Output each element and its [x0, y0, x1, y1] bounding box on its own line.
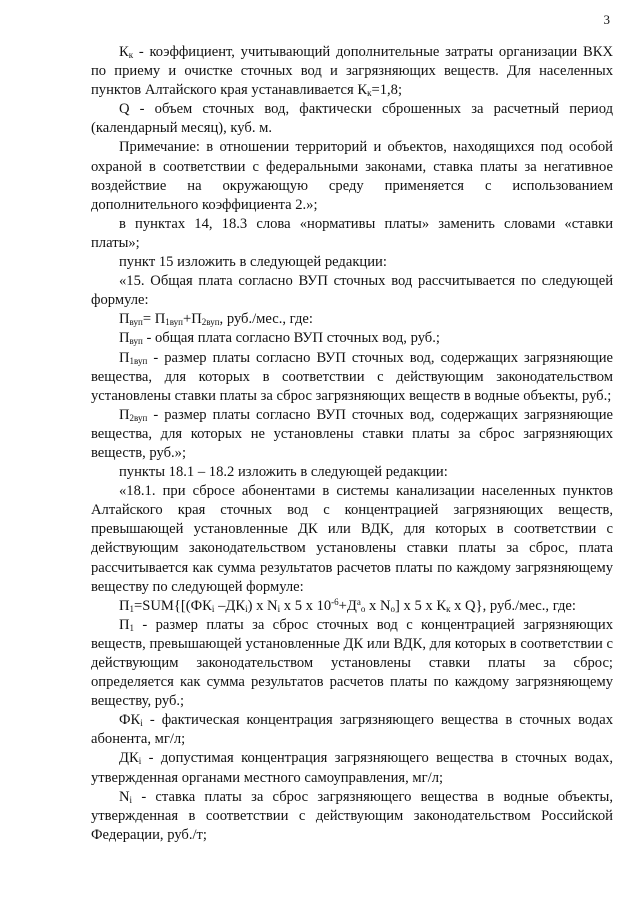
formula-total-fee: $П_{вуп}= П_{1вуп}+П_{2вуп}$, руб./мес., где:: [119, 311, 313, 328]
definition-fk-i: $ФК_i$ - фактическая концентрация загрязняющего вещества в сточных водах абонента, мг/л;: [91, 712, 613, 748]
definition-n-i: $N_i$ - ставка платы за сброс загрязняющего вещества в водные объекты, утвержденная в соответствии с действующим законодательством Российской Федерации, руб./т;: [91, 788, 613, 843]
paragraph-item-15-text: «15. Общая плата согласно ВУП сточных вод рассчитывается по следующей формуле:: [91, 273, 613, 309]
paragraph-item-18-1-text: «18.1. при сбросе абонентами в системы канализации населенных пунктов Алтайского края сточных вод с концентрацией загрязняющих веществ, превышающей установленные ДК или ВДК, для которых в соответствии с действующим законодательством установлены ставки платы за сброс, плата рассчитывается как сумма результатов расчетов платы по каждому загрязняющему веществу по следующей формуле:: [91, 483, 613, 595]
definition-p1: $П_1$ - размер платы за сброс сточных вод с концентрацией загрязняющих веществ, превышающей установленные ДК или ВДК, для которых в соответствии с действующим законодательством установлены ставки платы за сброс; определяется как сумма результатов расчетов платы по каждому загрязняющему веществу, руб.;: [91, 616, 613, 710]
page-number: 3: [603, 12, 610, 27]
paragraph-item-15-intro: пункт 15 изложить в следующей редакции:: [119, 254, 387, 271]
paragraph-q-volume: Q - объем сточных вод, фактически сброшенных за расчетный период (календарный месяц), куб. м.: [91, 101, 613, 137]
paragraph-note: Примечание: в отношении территорий и объектов, находящихся под особой охраной в соответствии с федеральными законами, ставка платы за негативное воздействие на окружающую среду применяется с использованием дополнительного коэффициента 2.»;: [91, 139, 613, 213]
paragraph-kk-coefficient: $К_к$ - коэффициент, учитывающий дополнительные затраты организации ВКХ по приему и очистке сточных вод и загрязняющих веществ. Для населенных пунктов Алтайского края устанавливается $К_к=1,8$;: [91, 44, 613, 99]
formula-p1: $П_1=SUM\{[(ФК_i$ $-ДК_i$) х $N_i$ х 5 х $10^{-6}+Д^а_о$ х $N_о$] х 5 х $К_к$ х Q}, руб./мес., где:: [119, 596, 576, 614]
paragraph-items-14-18-3: в пунктах 14, 18.3 слова «нормативы платы» заменить словами «ставки платы»;: [91, 215, 613, 251]
document-body: [91, 43, 613, 845]
paragraph-items-18-1-18-2: пункты 18.1 – 18.2 изложить в следующей редакции:: [119, 464, 448, 481]
definition-dk-i: $ДК_i$ - допустимая концентрация загрязняющего вещества в сточных водах, утвержденная органами местного самоуправления, мг/л;: [91, 750, 613, 786]
definition-p1-vup: $П_{1вуп}$ - размер платы согласно ВУП сточных вод, содержащих загрязняющие вещества, для которых в соответствии с действующим законодательством установлены ставки платы за сброс загрязняющих веществ в водные объекты, руб.;: [91, 349, 613, 404]
definition-p2-vup: $П_{2вуп}$ - размер платы согласно ВУП сточных вод, содержащих загрязняющие вещества, для которых не установлены ставки платы за сброс загрязняющих веществ, руб.»;: [91, 406, 613, 461]
definition-p-vup: $П_{вуп}$ - общая плата согласно ВУП сточных вод, руб.;: [119, 330, 440, 347]
